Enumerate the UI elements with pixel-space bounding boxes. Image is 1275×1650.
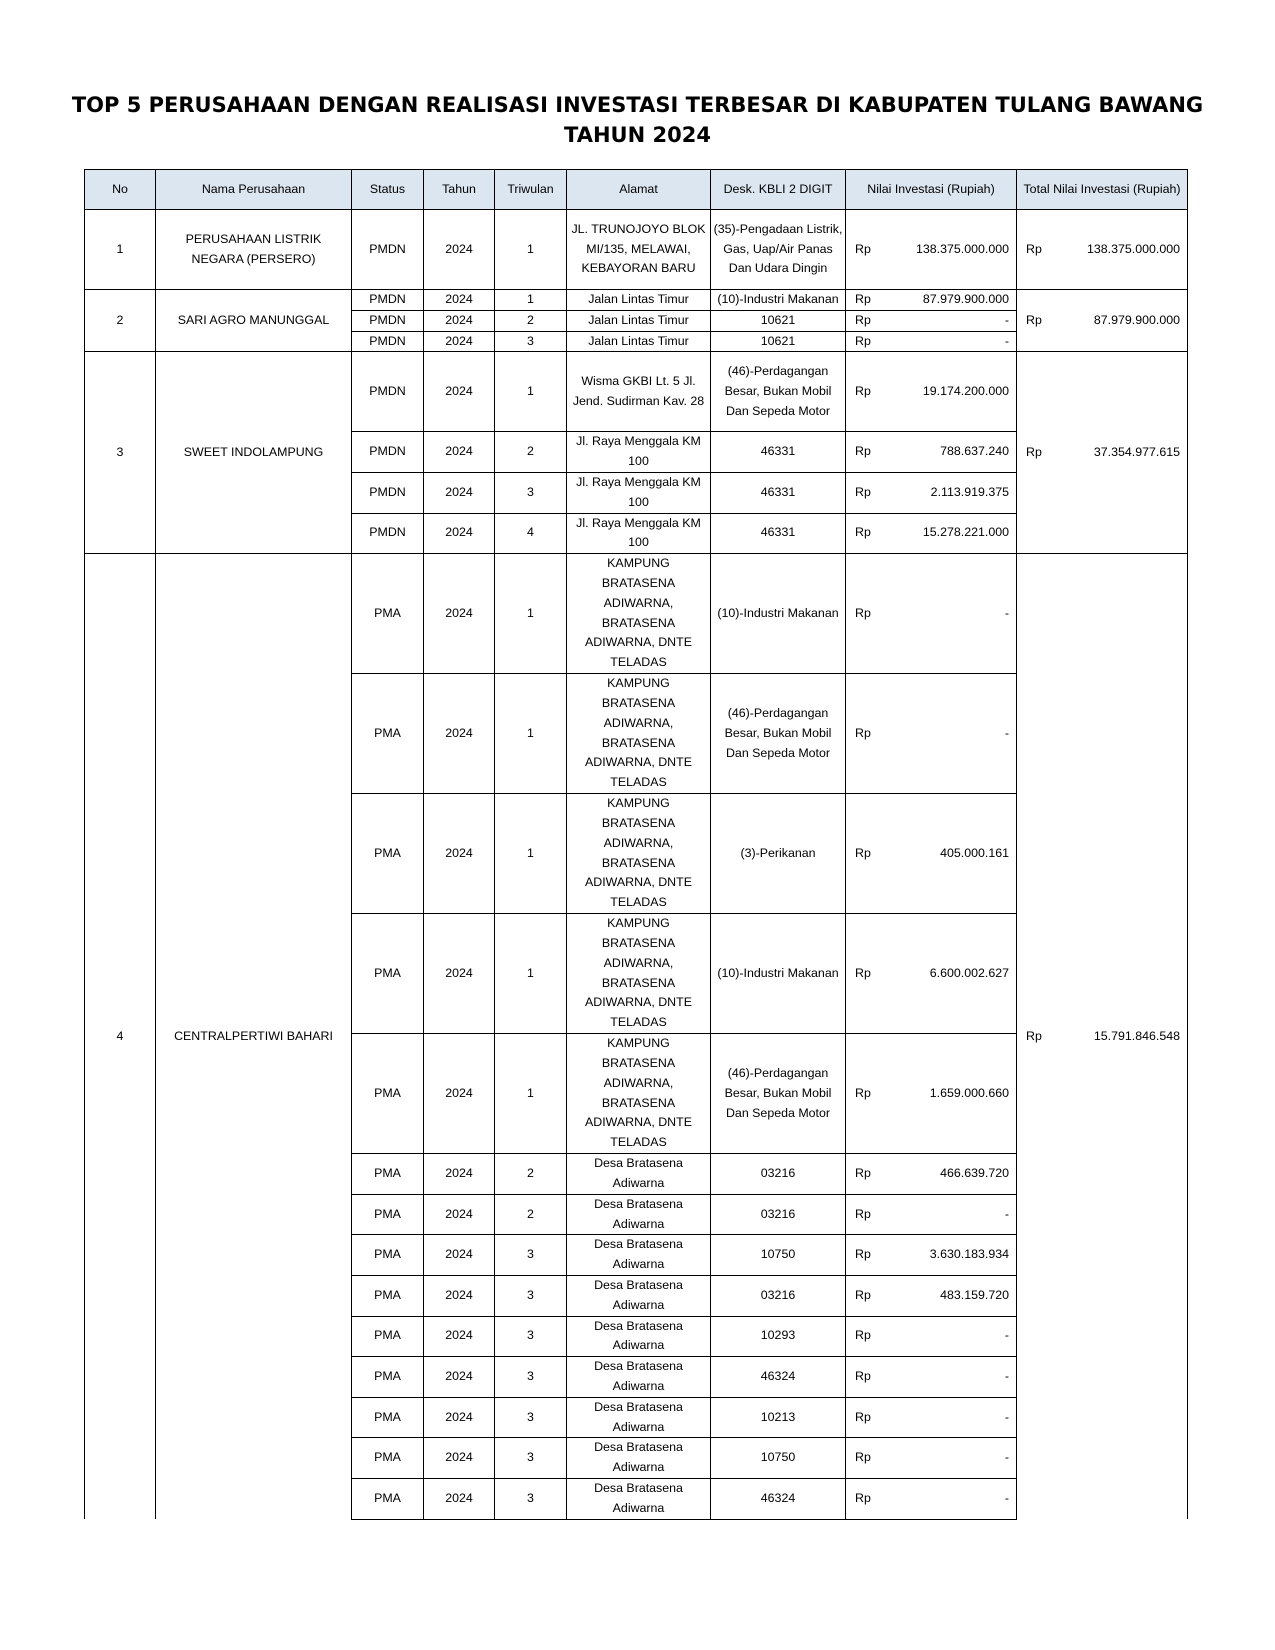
amount-value: 15.278.221.000 <box>922 525 1009 540</box>
kbli-cell: 10213 <box>711 1397 846 1438</box>
alamat-cell: JL. TRUNOJOYO BLOK MI/135, MELAWAI, KEBAYORAN BARU <box>567 210 711 290</box>
currency-label: Rp <box>855 312 871 327</box>
currency-label: Rp <box>855 1206 871 1221</box>
triwulan-cell: 3 <box>495 1235 567 1276</box>
company-no-cell: 2 <box>85 290 156 352</box>
kbli-cell: (46)-Perdagangan Besar, Bukan Mobil Dan Sepeda Motor <box>711 1034 846 1154</box>
triwulan-cell: 1 <box>495 914 567 1034</box>
amount-value: 87.979.900.000 <box>1093 312 1180 327</box>
tahun-cell: 2024 <box>424 1357 495 1398</box>
status-cell: PMA <box>352 1194 424 1235</box>
kbli-cell: (3)-Perikanan <box>711 794 846 914</box>
alamat-cell: Jl. Raya Menggala KM 100 <box>567 513 711 554</box>
currency-label: Rp <box>855 965 871 980</box>
kbli-cell: 46331 <box>711 513 846 554</box>
nilai-investasi-cell <box>846 513 1017 554</box>
amount-value: 6.600.002.627 <box>929 965 1009 980</box>
alamat-cell: Wisma GKBI Lt. 5 Jl. Jend. Sudirman Kav. 28 <box>567 352 711 432</box>
currency-label: Rp <box>1026 444 1042 459</box>
status-cell: PMDN <box>352 210 424 290</box>
amount-value: - <box>1004 1369 1009 1384</box>
tahun-cell: 2024 <box>424 310 495 331</box>
amount-value: - <box>1004 1450 1009 1465</box>
header-triwulan: Triwulan <box>495 170 567 210</box>
tahun-cell: 2024 <box>424 472 495 513</box>
triwulan-cell: 3 <box>495 1316 567 1357</box>
status-cell: PMA <box>352 1154 424 1195</box>
alamat-cell: Jl. Raya Menggala KM 100 <box>567 472 711 513</box>
triwulan-cell: 1 <box>495 1034 567 1154</box>
tahun-cell: 2024 <box>424 914 495 1034</box>
tahun-cell: 2024 <box>424 1235 495 1276</box>
nilai-investasi-cell <box>846 1194 1017 1235</box>
amount-value: - <box>1004 725 1009 740</box>
currency-label: Rp <box>855 725 871 740</box>
kbli-cell: (10)-Industri Makanan <box>711 914 846 1034</box>
header-alamat: Alamat <box>567 170 711 210</box>
kbli-cell: 03216 <box>711 1194 846 1235</box>
status-cell: PMDN <box>352 513 424 554</box>
status-cell: PMDN <box>352 432 424 473</box>
alamat-cell: Desa Bratasena Adiwarna <box>567 1275 711 1316</box>
triwulan-cell: 3 <box>495 1397 567 1438</box>
nilai-investasi-cell <box>846 1357 1017 1398</box>
header-nilai: Nilai Investasi (Rupiah) <box>846 170 1017 210</box>
nilai-investasi-cell <box>846 674 1017 794</box>
status-cell: PMDN <box>352 290 424 311</box>
nilai-investasi-cell <box>846 290 1017 311</box>
nilai-investasi-cell <box>846 794 1017 914</box>
alamat-cell: Desa Bratasena Adiwarna <box>567 1357 711 1398</box>
currency-label: Rp <box>855 845 871 860</box>
amount-value: 37.354.977.615 <box>1093 444 1180 459</box>
alamat-cell: Desa Bratasena Adiwarna <box>567 1316 711 1357</box>
amount-value: 466.639.720 <box>940 1166 1009 1181</box>
triwulan-cell: 3 <box>495 1438 567 1479</box>
currency-label: Rp <box>855 525 871 540</box>
kbli-cell: 46331 <box>711 432 846 473</box>
header-row <box>85 170 1188 210</box>
kbli-cell: 46324 <box>711 1357 846 1398</box>
status-cell: PMA <box>352 1235 424 1276</box>
tahun-cell: 2024 <box>424 290 495 311</box>
currency-label: Rp <box>855 383 871 398</box>
kbli-cell: 10621 <box>711 331 846 352</box>
table-row <box>85 210 1188 290</box>
tahun-cell: 2024 <box>424 1154 495 1195</box>
status-cell: PMDN <box>352 310 424 331</box>
company-no-cell: 4 <box>85 554 156 1519</box>
triwulan-cell: 1 <box>495 290 567 311</box>
title-line-1: TOP 5 PERUSAHAAN DENGAN REALISASI INVESTASI TERBESAR DI KABUPATEN TULANG BAWANG <box>71 93 1204 117</box>
tahun-cell: 2024 <box>424 794 495 914</box>
alamat-cell: Desa Bratasena Adiwarna <box>567 1154 711 1195</box>
tahun-cell: 2024 <box>424 1438 495 1479</box>
header-tahun: Tahun <box>424 170 495 210</box>
nilai-investasi-cell <box>846 1397 1017 1438</box>
tahun-cell: 2024 <box>424 1397 495 1438</box>
status-cell: PMDN <box>352 472 424 513</box>
nilai-investasi-cell <box>846 1478 1017 1519</box>
tahun-cell: 2024 <box>424 352 495 432</box>
currency-label: Rp <box>855 1287 871 1302</box>
amount-value: 1.659.000.660 <box>929 1085 1009 1100</box>
kbli-cell: 46331 <box>711 472 846 513</box>
triwulan-cell: 3 <box>495 1357 567 1398</box>
tahun-cell: 2024 <box>424 1316 495 1357</box>
investment-table <box>84 169 1188 1520</box>
total-investasi-cell <box>1017 210 1188 290</box>
currency-label: Rp <box>855 1369 871 1384</box>
tahun-cell: 2024 <box>424 331 495 352</box>
triwulan-cell: 1 <box>495 352 567 432</box>
amount-value: 138.375.000.000 <box>1086 241 1180 256</box>
amount-value: - <box>1004 1328 1009 1343</box>
nilai-investasi-cell <box>846 352 1017 432</box>
amount-value: 788.637.240 <box>940 444 1009 459</box>
nilai-investasi-cell <box>846 310 1017 331</box>
triwulan-cell: 3 <box>495 472 567 513</box>
alamat-cell: Desa Bratasena Adiwarna <box>567 1235 711 1276</box>
currency-label: Rp <box>855 1409 871 1424</box>
triwulan-cell: 1 <box>495 794 567 914</box>
kbli-cell: 10293 <box>711 1316 846 1357</box>
kbli-cell: (46)-Perdagangan Besar, Bukan Mobil Dan Sepeda Motor <box>711 352 846 432</box>
nilai-investasi-cell <box>846 1438 1017 1479</box>
nilai-investasi-cell <box>846 1154 1017 1195</box>
status-cell: PMA <box>352 554 424 674</box>
table-row <box>85 554 1188 674</box>
tahun-cell: 2024 <box>424 432 495 473</box>
amount-value: - <box>1004 605 1009 620</box>
triwulan-cell: 3 <box>495 1478 567 1519</box>
currency-label: Rp <box>855 1450 871 1465</box>
alamat-cell: Jalan Lintas Timur <box>567 310 711 331</box>
header-no: No <box>85 170 156 210</box>
status-cell: PMA <box>352 1397 424 1438</box>
status-cell: PMA <box>352 1316 424 1357</box>
nilai-investasi-cell <box>846 554 1017 674</box>
status-cell: PMA <box>352 794 424 914</box>
kbli-cell: (46)-Perdagangan Besar, Bukan Mobil Dan Sepeda Motor <box>711 674 846 794</box>
header-kbli: Desk. KBLI 2 DIGIT <box>711 170 846 210</box>
currency-label: Rp <box>855 444 871 459</box>
currency-label: Rp <box>855 241 871 256</box>
amount-value: - <box>1004 1206 1009 1221</box>
nilai-investasi-cell <box>846 1235 1017 1276</box>
alamat-cell: KAMPUNG BRATASENA ADIWARNA, BRATASENA ADIWARNA, DNTE TELADAS <box>567 554 711 674</box>
kbli-cell: 10621 <box>711 310 846 331</box>
currency-label: Rp <box>855 1247 871 1262</box>
currency-label: Rp <box>855 292 871 306</box>
currency-label: Rp <box>855 1328 871 1343</box>
alamat-cell: KAMPUNG BRATASENA ADIWARNA, BRATASENA ADIWARNA, DNTE TELADAS <box>567 794 711 914</box>
kbli-cell: 03216 <box>711 1275 846 1316</box>
triwulan-cell: 2 <box>495 310 567 331</box>
alamat-cell: KAMPUNG BRATASENA ADIWARNA, BRATASENA ADIWARNA, DNTE TELADAS <box>567 674 711 794</box>
amount-value: 15.791.846.548 <box>1093 1028 1180 1043</box>
nilai-investasi-cell <box>846 914 1017 1034</box>
alamat-cell: Desa Bratasena Adiwarna <box>567 1194 711 1235</box>
nilai-investasi-cell <box>846 331 1017 352</box>
company-no-cell: 1 <box>85 210 156 290</box>
triwulan-cell: 2 <box>495 1194 567 1235</box>
tahun-cell: 2024 <box>424 1478 495 1519</box>
alamat-cell: Desa Bratasena Adiwarna <box>567 1438 711 1479</box>
currency-label: Rp <box>1026 312 1042 327</box>
kbli-cell: 10750 <box>711 1438 846 1479</box>
amount-value: - <box>1004 333 1009 348</box>
total-investasi-cell <box>1017 554 1188 1519</box>
nilai-investasi-cell <box>846 210 1017 290</box>
currency-label: Rp <box>855 605 871 620</box>
company-name-cell: SARI AGRO MANUNGGAL <box>156 290 352 352</box>
status-cell: PMA <box>352 1357 424 1398</box>
kbli-cell: (10)-Industri Makanan <box>711 554 846 674</box>
alamat-cell: KAMPUNG BRATASENA ADIWARNA, BRATASENA ADIWARNA, DNTE TELADAS <box>567 914 711 1034</box>
triwulan-cell: 3 <box>495 1275 567 1316</box>
status-cell: PMA <box>352 914 424 1034</box>
triwulan-cell: 1 <box>495 674 567 794</box>
amount-value: 87.979.900.000 <box>922 292 1009 306</box>
amount-value: - <box>1004 312 1009 327</box>
triwulan-cell: 2 <box>495 1154 567 1195</box>
company-name-cell: CENTRALPERTIWI BAHARI <box>156 554 352 1519</box>
nilai-investasi-cell <box>846 432 1017 473</box>
alamat-cell: Desa Bratasena Adiwarna <box>567 1478 711 1519</box>
table-row <box>85 352 1188 432</box>
currency-label: Rp <box>855 333 871 348</box>
status-cell: PMA <box>352 1478 424 1519</box>
status-cell: PMA <box>352 674 424 794</box>
triwulan-cell: 4 <box>495 513 567 554</box>
nilai-investasi-cell <box>846 1316 1017 1357</box>
alamat-cell: Desa Bratasena Adiwarna <box>567 1397 711 1438</box>
total-investasi-cell <box>1017 352 1188 554</box>
amount-value: - <box>1004 1490 1009 1505</box>
triwulan-cell: 1 <box>495 210 567 290</box>
kbli-cell: (10)-Industri Makanan <box>711 290 846 311</box>
amount-value: 405.000.161 <box>940 845 1009 860</box>
amount-value: 483.159.720 <box>940 1287 1009 1302</box>
status-cell: PMDN <box>352 352 424 432</box>
table-body <box>85 210 1188 1520</box>
tahun-cell: 2024 <box>424 554 495 674</box>
alamat-cell: Jalan Lintas Timur <box>567 331 711 352</box>
currency-label: Rp <box>855 1490 871 1505</box>
kbli-cell: 10750 <box>711 1235 846 1276</box>
currency-label: Rp <box>855 1166 871 1181</box>
currency-label: Rp <box>1026 1028 1042 1043</box>
triwulan-cell: 3 <box>495 331 567 352</box>
header-nama: Nama Perusahaan <box>156 170 352 210</box>
tahun-cell: 2024 <box>424 1034 495 1154</box>
amount-value: 138.375.000.000 <box>915 241 1009 256</box>
amount-value: 2.113.919.375 <box>930 484 1009 499</box>
nilai-investasi-cell <box>846 472 1017 513</box>
header-total: Total Nilai Investasi (Rupiah) <box>1017 170 1188 210</box>
currency-label: Rp <box>855 1085 871 1100</box>
kbli-cell: (35)-Pengadaan Listrik, Gas, Uap/Air Panas Dan Udara Dingin <box>711 210 846 290</box>
kbli-cell: 03216 <box>711 1154 846 1195</box>
nilai-investasi-cell <box>846 1275 1017 1316</box>
company-name-cell: SWEET INDOLAMPUNG <box>156 352 352 554</box>
currency-label: Rp <box>1026 241 1042 256</box>
tahun-cell: 2024 <box>424 210 495 290</box>
status-cell: PMDN <box>352 331 424 352</box>
tahun-cell: 2024 <box>424 674 495 794</box>
tahun-cell: 2024 <box>424 1275 495 1316</box>
table-row <box>85 290 1188 311</box>
tahun-cell: 2024 <box>424 1194 495 1235</box>
title-line-2: TAHUN 2024 <box>564 123 711 147</box>
status-cell: PMA <box>352 1438 424 1479</box>
company-no-cell: 3 <box>85 352 156 554</box>
amount-value: 3.630.183.934 <box>929 1247 1009 1262</box>
amount-value: - <box>1004 1409 1009 1424</box>
nilai-investasi-cell <box>846 1034 1017 1154</box>
total-investasi-cell <box>1017 290 1188 352</box>
company-name-cell: PERUSAHAAN LISTRIK NEGARA (PERSERO) <box>156 210 352 290</box>
alamat-cell: Jl. Raya Menggala KM 100 <box>567 432 711 473</box>
triwulan-cell: 1 <box>495 554 567 674</box>
amount-value: 19.174.200.000 <box>922 383 1009 398</box>
kbli-cell: 46324 <box>711 1478 846 1519</box>
currency-label: Rp <box>855 484 871 499</box>
triwulan-cell: 2 <box>495 432 567 473</box>
status-cell: PMA <box>352 1034 424 1154</box>
header-status: Status <box>352 170 424 210</box>
alamat-cell: KAMPUNG BRATASENA ADIWARNA, BRATASENA ADIWARNA, DNTE TELADAS <box>567 1034 711 1154</box>
page-title <box>0 90 1275 150</box>
alamat-cell: Jalan Lintas Timur <box>567 290 711 311</box>
tahun-cell: 2024 <box>424 513 495 554</box>
status-cell: PMA <box>352 1275 424 1316</box>
